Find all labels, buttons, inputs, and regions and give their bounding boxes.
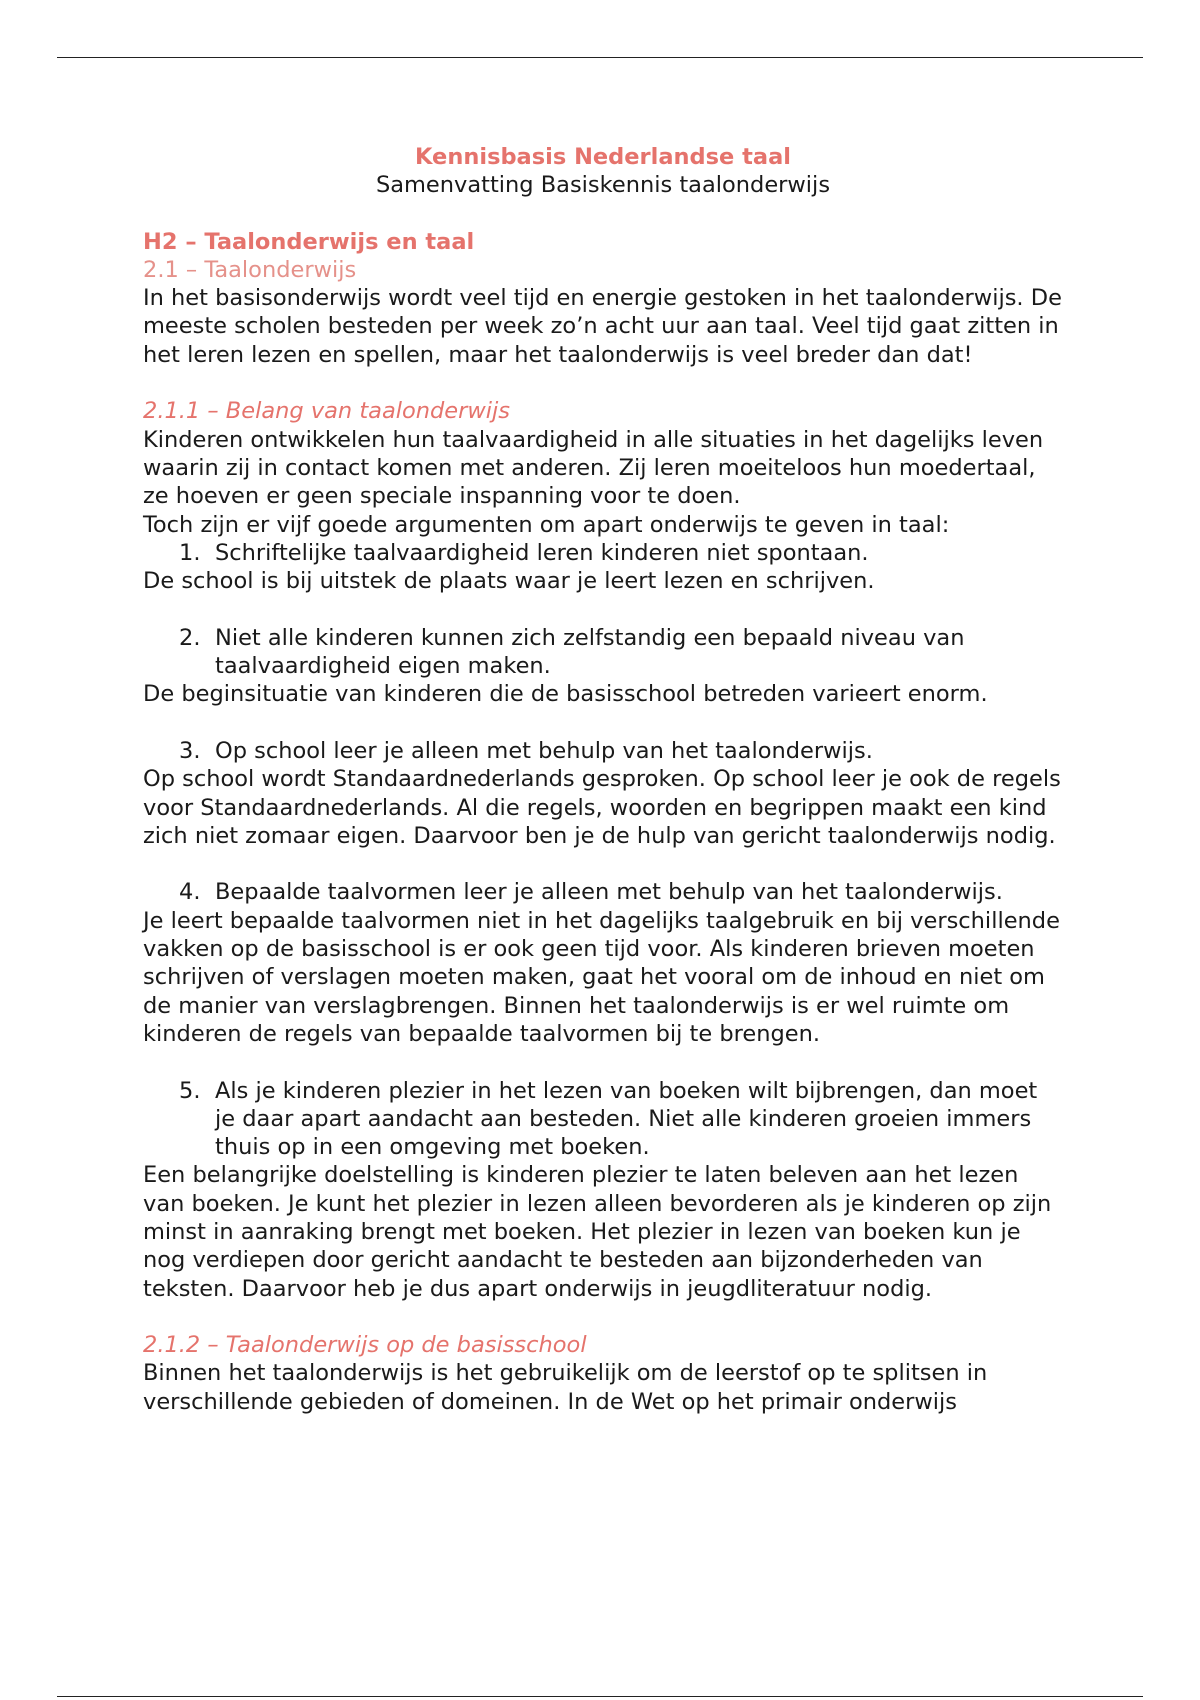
list-item (143, 624, 1063, 681)
bottom-rule (57, 1696, 1143, 1697)
list-item-text: Schriftelijke taalvaardigheid leren kinderen niet spontaan. (215, 539, 869, 566)
list-item (143, 737, 1063, 765)
subsection-heading-belang: 2.1.1 – Belang van taalonderwijs (143, 398, 511, 425)
list-item (143, 1077, 1063, 1162)
list-item (143, 878, 1063, 906)
list-item-explanation: Je leert bepaalde taalvormen niet in het dagelijks taalgebruik en bij verschillende vakken op de basisschool is er ook geen tijd voor. Als kinderen brieven moeten schrijven of verslagen moeten maken, gaat het vooral om de inhoud en niet om de manier van verslagbrengen. Binnen het taalonderwijs is er wel ruimte om kinderen de regels van bepaalde taalvormen bij te brengen. (143, 907, 1060, 1047)
list-item-number: 4. (179, 879, 201, 906)
list-item-text: Niet alle kinderen kunnen zich zelfstandig een bepaald niveau van taalvaardigheid eigen maken. (215, 624, 965, 680)
list-item-text: Bepaalde taalvormen leer je alleen met behulp van het taalonderwijs. (215, 879, 1003, 906)
list-item (143, 539, 1063, 567)
list-item-number: 5. (179, 1077, 201, 1104)
list-item-text: Op school leer je alleen met behulp van het taalonderwijs. (215, 737, 873, 764)
section-heading: 2.1 – Taalonderwijs (143, 256, 357, 283)
arguments-lead-in: Toch zijn er vijf goede argumenten om apart onderwijs te geven in taal: (143, 511, 950, 538)
document-title: Kennisbasis Nederlandse taal (415, 144, 791, 170)
top-rule (57, 57, 1143, 58)
chapter-heading: H2 – Taalonderwijs en taal (143, 228, 475, 255)
list-item-explanation: De school is bij uitstek de plaats waar je leert lezen en schrijven. (143, 568, 875, 595)
subsection-heading-basisschool: 2.1.2 – Taalonderwijs op de basisschool (143, 1332, 587, 1359)
subsection-paragraph: Binnen het taalonderwijs is het gebruikelijk om de leerstof op te splitsen in verschillende gebieden of domeinen. In de Wet op het primair onderwijs (143, 1360, 988, 1415)
section-intro-paragraph: In het basisonderwijs wordt veel tijd en energie gestoken in het taalonderwijs. De meeste scholen besteden per week zo’n acht uur aan taal. Veel tijd gaat zitten in het leren lezen en spellen, maar het taalonderwijs is veel breder dan dat! (143, 285, 1062, 368)
list-item-explanation: Een belangrijke doelstelling is kinderen plezier te laten beleven aan het lezen van boeken. Je kunt het plezier in lezen alleen bevorderen als je kinderen op zijn minst in aanraking brengt met boeken. Het plezier in lezen van boeken kun je nog verdiepen door gericht aandacht te besteden aan bijzonderheden van teksten. Daarvoor heb je dus apart onderwijs in jeugdliteratuur nodig. (143, 1162, 1052, 1302)
list-item-number: 2. (179, 624, 201, 651)
list-item-number: 1. (179, 539, 201, 566)
document-subtitle: Samenvatting Basiskennis taalonderwijs (375, 172, 831, 199)
list-item-explanation: Op school wordt Standaardnederlands gesproken. Op school leer je ook de regels voor Standaardnederlands. Al die regels, woorden en begrippen maakt een kind zich niet zomaar eigen. Daarvoor ben je de hulp van gericht taalonderwijs nodig. (143, 766, 1061, 849)
list-item-explanation: De beginsituatie van kinderen die de basisschool betreden varieert enorm. (143, 681, 988, 708)
list-item-number: 3. (179, 737, 201, 764)
document-body (143, 143, 1063, 1416)
list-item-text: Als je kinderen plezier in het lezen van boeken wilt bijbrengen, dan moet je daar apart aandacht aan besteden. Niet alle kinderen groeien immers thuis op in een omgeving met boeken. (215, 1077, 1038, 1161)
subsection-intro-paragraph: Kinderen ontwikkelen hun taalvaardigheid in alle situaties in het dagelijks leven waarin zij in contact komen met anderen. Zij leren moeiteloos hun moedertaal, ze hoeven er geen speciale inspanning voor te doen. (143, 426, 1044, 510)
